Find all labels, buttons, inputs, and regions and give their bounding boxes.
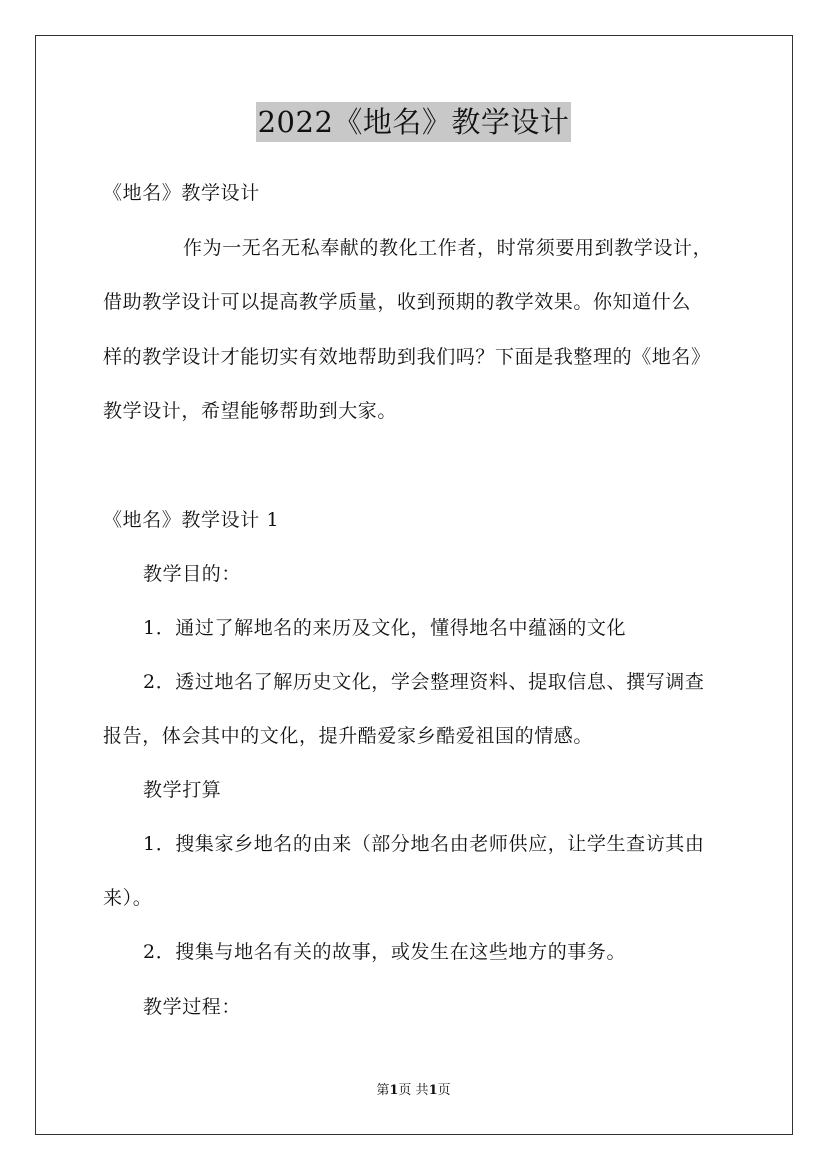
intro-line-3: 样的教学设计才能切实有效地帮助到我们吗？下面是我整理的《地名》	[103, 346, 711, 368]
process-heading: 教学过程：	[143, 996, 242, 1018]
intro-line-4: 教学设计，希望能够帮助到大家。	[103, 400, 398, 422]
goals-heading: 教学目的：	[143, 563, 242, 585]
document-subtitle: 《地名》教学设计	[103, 182, 260, 204]
prep-item-1-line-1: 1．搜集家乡地名的由来（部分地名由老师供应，让学生查访其由	[143, 833, 705, 855]
footer-page-total: 1	[428, 1083, 438, 1098]
footer-page-mid: 页 共	[398, 1083, 429, 1098]
section-heading: 《地名》教学设计 1	[103, 509, 280, 531]
intro-line-2: 借助教学设计可以提高教学质量，收到预期的教学效果。你知道什么	[103, 291, 692, 313]
footer-page-number: 1	[389, 1083, 399, 1098]
goal-item-2-line-1: 2．透过地名了解历史文化，学会整理资料、提取信息、撰写调查	[143, 671, 705, 693]
footer-page-prefix: 第	[376, 1083, 390, 1098]
document-title: 2022《地名》教学设计	[256, 102, 572, 142]
footer-page-suffix: 页	[437, 1083, 451, 1098]
title-container	[0, 102, 827, 142]
prep-heading: 教学打算	[143, 779, 222, 801]
page-footer	[0, 1082, 827, 1100]
goal-item-1: 1．通过了解地名的来历及文化，懂得地名中蕴涵的文化	[143, 617, 627, 639]
goal-item-2-line-2: 报告，体会其中的文化，提升酷爱家乡酷爱祖国的情感。	[103, 725, 594, 747]
prep-item-1-line-2: 来）。	[103, 887, 153, 909]
intro-line-1: 作为一无名无私奉献的教化工作者，时常须要用到教学设计，	[183, 237, 713, 259]
prep-item-2: 2．搜集与地名有关的故事，或发生在这些地方的事务。	[143, 941, 627, 963]
